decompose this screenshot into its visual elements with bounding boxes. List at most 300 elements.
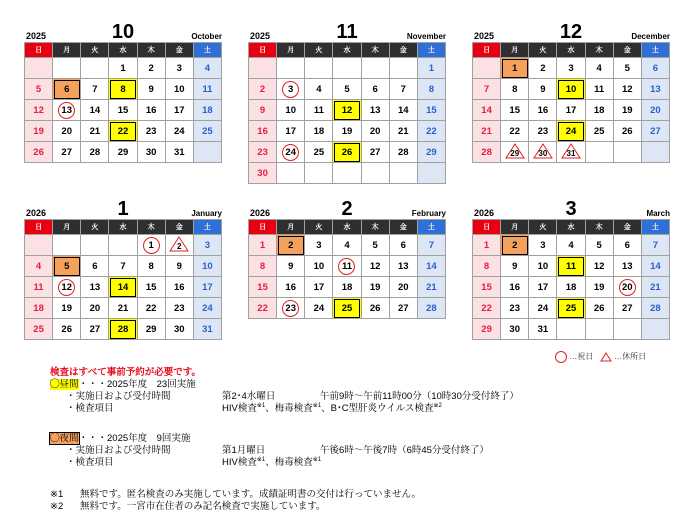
weekday-header: 月: [277, 43, 305, 58]
day-cell: [529, 235, 557, 256]
day-number: 2: [177, 241, 182, 251]
nighttime-label: ◯夜間: [50, 433, 79, 444]
day-cell: [417, 235, 445, 256]
holiday-circle-icon: 3: [282, 81, 299, 98]
empty-cell: [361, 163, 389, 184]
day-number: 24: [202, 302, 213, 314]
day-cell: [333, 121, 361, 142]
day-cell: [81, 277, 109, 298]
weekday-header: 土: [641, 43, 669, 58]
weekday-header: 月: [501, 220, 529, 235]
day-cell: [641, 277, 669, 298]
holiday-circle-icon: 20: [619, 279, 636, 296]
weekday-header: 土: [417, 43, 445, 58]
day-cell: [389, 298, 417, 319]
day-cell: [389, 121, 417, 142]
day-cell: [473, 277, 501, 298]
day-number: 27: [61, 146, 72, 158]
day-number: 6: [372, 83, 378, 95]
weekday-header: 月: [53, 220, 81, 235]
day-number: 16: [257, 125, 268, 137]
day-number: 26: [33, 146, 44, 158]
day-cell: [501, 256, 529, 277]
day-cell: [109, 142, 137, 163]
day-cell: [585, 121, 613, 142]
empty-cell: [641, 319, 669, 340]
daytime-header: [50, 379, 196, 391]
day-number: 2: [288, 239, 294, 251]
day-number: 9: [176, 260, 182, 272]
week-row: [249, 142, 446, 163]
day-number: 2: [512, 239, 518, 251]
nighttime-items-label: ・検査項目: [66, 457, 114, 468]
day-number: 31: [566, 148, 576, 158]
day-number: 28: [426, 302, 437, 314]
day-cell: [137, 58, 165, 79]
day-number: 30: [509, 323, 520, 335]
day-number: 2: [148, 62, 154, 74]
day-number: 28: [89, 146, 101, 158]
day-cell: [249, 256, 277, 277]
day-cell: [109, 298, 137, 319]
week-row: [25, 58, 222, 79]
day-number: 31: [202, 323, 213, 335]
month-header: [248, 193, 446, 219]
day-number: 14: [650, 260, 661, 272]
day-cell: [25, 298, 53, 319]
week-row: [25, 121, 222, 142]
day-number: 17: [202, 281, 213, 293]
week-row: [473, 79, 670, 100]
month-header: [24, 193, 222, 219]
day-number: 12: [621, 83, 633, 95]
day-cell: [277, 100, 305, 121]
day-cell: [305, 235, 333, 256]
day-cell: [305, 121, 333, 142]
footnote-ref: ※1: [312, 402, 322, 409]
day-cell: [305, 298, 333, 319]
week-row: [249, 121, 446, 142]
day-number: 6: [400, 239, 406, 251]
day-cell: [501, 319, 529, 340]
empty-cell: [557, 319, 585, 340]
day-cell: [109, 100, 137, 121]
day-cell: [557, 277, 585, 298]
day-cell-closed: [529, 142, 557, 163]
empty-cell: [109, 235, 137, 256]
day-number: 3: [568, 62, 574, 74]
item-syphilis: 、梅毒検査: [265, 457, 313, 468]
month-number: 12: [559, 21, 583, 43]
day-cell: [249, 277, 277, 298]
weekday-header: 木: [585, 220, 613, 235]
day-cell: [613, 298, 641, 319]
week-row: [249, 256, 446, 277]
day-number: 4: [316, 83, 322, 95]
weekday-header: 火: [529, 43, 557, 58]
day-number: 29: [145, 323, 157, 335]
day-cell: [473, 100, 501, 121]
weekday-header: 木: [137, 220, 165, 235]
weekday-header: 日: [249, 220, 277, 235]
day-number: 8: [259, 260, 266, 272]
day-cell: [529, 100, 557, 121]
day-number: 18: [202, 104, 213, 116]
daytime-items-label: ・検査項目: [66, 403, 114, 414]
day-cell: [641, 100, 669, 121]
empty-cell: [305, 58, 333, 79]
legend-closed-label: …休所日: [614, 352, 647, 362]
day-cell: [81, 100, 109, 121]
day-number: 7: [92, 83, 98, 95]
day-number: 13: [369, 104, 381, 116]
day-number: 28: [650, 302, 661, 314]
day-cell: [417, 100, 445, 121]
week-row: [473, 277, 670, 298]
day-cell: [529, 298, 557, 319]
holiday-circle-icon: 13: [58, 102, 75, 119]
day-number: 17: [537, 281, 549, 293]
nighttime-items: [222, 457, 321, 469]
day-cell-holiday: [53, 277, 81, 298]
weekday-header: 火: [81, 43, 109, 58]
day-number: 14: [397, 104, 409, 116]
day-number: 8: [120, 83, 126, 95]
day-number: 23: [145, 125, 157, 137]
month-header: [472, 16, 670, 42]
day-number: 18: [313, 125, 325, 137]
day-number: 19: [593, 281, 605, 293]
day-cell: [305, 100, 333, 121]
day-cell: [165, 256, 193, 277]
daytime-items: [222, 403, 442, 415]
empty-cell: [417, 163, 445, 184]
day-number: 9: [512, 260, 518, 272]
day-cell-nighttime-test: [53, 79, 81, 100]
week-row: [25, 256, 222, 277]
day-cell: [585, 298, 613, 319]
day-number: 4: [568, 239, 574, 251]
day-number: 24: [313, 302, 325, 314]
day-number: 2: [259, 83, 266, 95]
day-cell: [249, 235, 277, 256]
day-cell: [277, 277, 305, 298]
month-march: [472, 193, 670, 340]
day-number: 12: [33, 104, 44, 116]
day-number: 19: [33, 125, 44, 137]
month-november: [248, 16, 446, 184]
holiday-circle-icon: [555, 351, 567, 363]
nighttime-header: [50, 433, 190, 445]
day-number: 8: [512, 83, 518, 95]
day-cell-holiday: [333, 256, 361, 277]
day-number: 5: [35, 83, 42, 95]
weekday-header: 木: [585, 43, 613, 58]
day-number: 10: [313, 260, 325, 272]
day-cell: [529, 58, 557, 79]
day-cell: [557, 58, 585, 79]
day-number: 5: [344, 83, 350, 95]
day-number: 30: [257, 167, 268, 179]
day-cell: [361, 121, 389, 142]
day-number: 11: [313, 104, 324, 116]
day-cell: [641, 235, 669, 256]
week-row: [249, 79, 446, 100]
week-row: [25, 298, 222, 319]
day-cell: [193, 277, 221, 298]
day-number: 23: [173, 302, 185, 314]
day-cell: [53, 142, 81, 163]
weekday-header: 日: [249, 43, 277, 58]
day-cell: [249, 121, 277, 142]
closed-triangle-icon: [600, 352, 612, 362]
day-number: 3: [176, 62, 182, 74]
day-number: 10: [202, 260, 213, 272]
day-cell-closed: [165, 235, 193, 256]
daytime-schedule-label: ・実施日および受付時間: [66, 391, 171, 402]
day-cell: [529, 277, 557, 298]
day-number: 19: [341, 125, 353, 137]
day-number: 6: [92, 260, 98, 272]
day-cell: [333, 277, 361, 298]
day-cell: [613, 235, 641, 256]
day-cell: [137, 100, 165, 121]
day-cell: [81, 121, 109, 142]
day-cell: [389, 79, 417, 100]
weekday-header: 金: [165, 220, 193, 235]
footnote-2: 無料です。一宮市在住者のみ記名検査で実施しています。: [80, 501, 326, 512]
day-number: 20: [369, 125, 381, 137]
footnote-ref: ※2: [433, 402, 442, 409]
day-number: 21: [426, 281, 437, 293]
day-cell: [641, 121, 669, 142]
day-number: 28: [481, 146, 492, 158]
month-january: [24, 193, 222, 340]
day-cell: [361, 256, 389, 277]
weekday-header: 火: [81, 220, 109, 235]
day-cell: [165, 277, 193, 298]
day-number: 20: [61, 125, 72, 137]
day-number: 1: [483, 239, 490, 251]
item-hepatitis: 、B･C型肝炎ウイルス検査: [321, 403, 434, 414]
day-cell: [389, 142, 417, 163]
month-table: [24, 42, 222, 163]
weekday-header: 金: [613, 220, 641, 235]
day-cell: [361, 142, 389, 163]
notes-title: 検査はすべて事前予約が必要です。: [50, 367, 202, 378]
day-cell-closed: [501, 142, 529, 163]
day-cell: [333, 235, 361, 256]
empty-cell: [389, 58, 417, 79]
weekday-header: 水: [333, 220, 361, 235]
day-number: 29: [117, 146, 129, 158]
month-number: 1: [117, 198, 129, 220]
day-number: 11: [594, 83, 605, 95]
day-number: 25: [341, 302, 353, 314]
week-row: [473, 58, 670, 79]
day-number: 18: [565, 281, 577, 293]
day-number: 1: [512, 62, 518, 74]
month-name: February: [411, 209, 446, 218]
empty-cell: [473, 58, 501, 79]
day-cell-daytime-test: [557, 79, 585, 100]
day-number: 27: [621, 302, 633, 314]
day-cell-daytime-test: [109, 319, 137, 340]
month-table: [472, 42, 670, 163]
day-number: 22: [481, 302, 492, 314]
footnote-2-mark: ※2: [50, 501, 64, 512]
day-cell: [417, 142, 445, 163]
day-number: 15: [509, 104, 520, 116]
day-cell: [389, 277, 417, 298]
nighttime-schedule-time: 午後6時～午後7時（6時45分受付終了）: [320, 445, 489, 456]
month-header: [248, 16, 446, 42]
day-number: 22: [145, 302, 157, 314]
day-cell: [641, 256, 669, 277]
month-february: [248, 193, 446, 319]
day-number: 12: [341, 104, 353, 116]
holiday-circle-icon: 24: [282, 144, 299, 161]
day-number: 23: [257, 146, 268, 158]
day-cell: [613, 256, 641, 277]
week-row: [473, 235, 670, 256]
day-number: 19: [621, 104, 633, 116]
month-year: 2026: [250, 208, 271, 218]
day-cell: [109, 58, 137, 79]
day-number: 29: [481, 323, 492, 335]
nighttime-schedule-label: ・実施日および受付時間: [66, 445, 171, 456]
day-number: 20: [650, 104, 661, 116]
day-number: 15: [426, 104, 437, 116]
weekday-header: 土: [193, 220, 221, 235]
day-cell: [165, 79, 193, 100]
day-number: 14: [426, 260, 437, 272]
week-row: [473, 142, 670, 163]
day-number: 21: [397, 125, 409, 137]
day-number: 9: [540, 83, 546, 95]
day-cell: [305, 256, 333, 277]
week-row: [25, 79, 222, 100]
day-cell: [417, 298, 445, 319]
month-year: 2025: [250, 31, 271, 41]
month-name: December: [631, 32, 670, 41]
item-syphilis: 、梅毒検査: [265, 403, 313, 414]
footnote-1-mark: ※1: [50, 489, 64, 500]
day-cell-closed: [557, 142, 585, 163]
day-number: 19: [369, 281, 381, 293]
day-cell: [529, 256, 557, 277]
day-cell: [305, 79, 333, 100]
day-cell-holiday: [277, 79, 305, 100]
day-number: 31: [173, 146, 185, 158]
nighttime-schedule-days: 第1月曜日: [222, 445, 266, 456]
day-number: 21: [650, 281, 661, 293]
month-october: [24, 16, 222, 163]
day-cell-nighttime-test: [501, 235, 529, 256]
weekday-header: 火: [305, 43, 333, 58]
day-number: 4: [204, 62, 211, 74]
day-cell-nighttime-test: [53, 256, 81, 277]
month-table: [248, 219, 446, 319]
day-number: 21: [89, 125, 101, 137]
day-cell: [361, 277, 389, 298]
day-number: 25: [202, 125, 213, 137]
closed-triangle-icon: [561, 143, 581, 159]
footnote-ref: ※1: [256, 456, 266, 463]
week-row: [25, 319, 222, 340]
day-number: 14: [89, 104, 101, 116]
day-number: 25: [33, 323, 44, 335]
day-number: 26: [369, 302, 381, 314]
day-number: 17: [313, 281, 325, 293]
day-cell: [613, 79, 641, 100]
day-number: 11: [33, 281, 44, 293]
day-cell: [305, 142, 333, 163]
day-number: 10: [565, 83, 577, 95]
day-number: 15: [481, 281, 492, 293]
weekday-header: 木: [361, 43, 389, 58]
day-cell: [25, 319, 53, 340]
day-cell: [277, 256, 305, 277]
day-cell: [137, 277, 165, 298]
weekday-header: 火: [529, 220, 557, 235]
day-cell: [613, 58, 641, 79]
daytime-schedule-time: 午前9時～午前11時00分（10時30分受付終了）: [320, 391, 519, 402]
day-cell: [25, 277, 53, 298]
empty-cell: [585, 142, 613, 163]
weekday-header: 水: [557, 43, 585, 58]
day-number: 1: [428, 62, 435, 74]
item-hiv: HIV検査: [222, 457, 257, 468]
day-number: 22: [426, 125, 437, 137]
day-number: 10: [285, 104, 296, 116]
day-number: 24: [173, 125, 185, 137]
day-number: 25: [593, 125, 605, 137]
day-cell-daytime-test: [557, 298, 585, 319]
day-number: 28: [397, 146, 409, 158]
day-cell: [81, 319, 109, 340]
day-number: 15: [257, 281, 268, 293]
day-number: 27: [369, 146, 381, 158]
month-name: October: [191, 32, 222, 41]
week-row: [25, 142, 222, 163]
day-cell-daytime-test: [557, 121, 585, 142]
day-number: 2: [540, 62, 546, 74]
day-number: 24: [565, 125, 577, 137]
legend: [555, 351, 646, 363]
day-number: 12: [593, 260, 605, 272]
empty-cell: [585, 319, 613, 340]
day-number: 5: [596, 239, 602, 251]
day-cell: [249, 79, 277, 100]
footnote-1: 無料です。匿名検査のみ実施しています。成績証明書の交付は行っていません。: [80, 489, 422, 500]
closed-triangle-icon: [505, 143, 525, 159]
day-cell: [25, 121, 53, 142]
day-cell: [137, 79, 165, 100]
day-cell: [473, 319, 501, 340]
day-cell: [109, 256, 137, 277]
day-cell: [361, 79, 389, 100]
day-cell: [137, 256, 165, 277]
day-cell: [613, 121, 641, 142]
daytime-desc: ・・・2025年度 23回実施: [78, 379, 196, 390]
day-cell: [249, 142, 277, 163]
day-cell-daytime-test: [109, 277, 137, 298]
day-cell: [137, 121, 165, 142]
footnote-ref: ※1: [312, 456, 322, 463]
day-cell: [501, 298, 529, 319]
day-cell: [25, 142, 53, 163]
